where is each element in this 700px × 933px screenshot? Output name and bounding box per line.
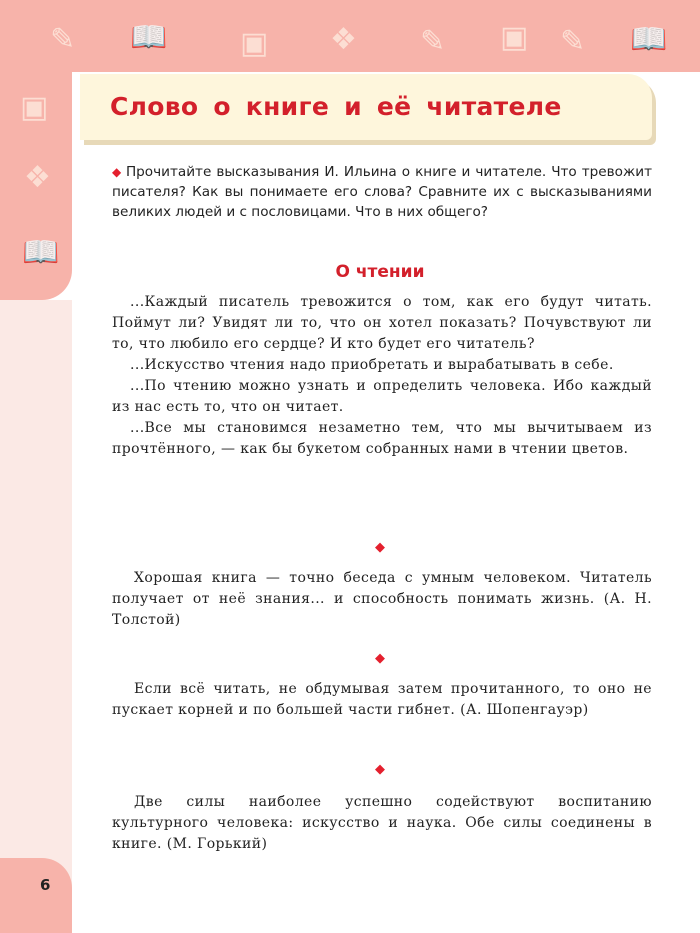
section-title: О чтении [335,262,425,282]
quote-schopenhauer [112,679,652,721]
letter-block-icon: ▣ [500,20,529,55]
letter-block-icon: ▣ [20,90,49,125]
book-icon: 📖 [130,20,168,55]
pen-icon: ✎ [50,22,76,57]
paragraph: ...По чтению можно узнать и определить человека. Ибо каждый из нас есть то, что он читает. [112,378,652,415]
separator-diamond-icon: ◆ [375,762,385,777]
quote-gorky [112,792,652,855]
separator-diamond-icon: ◆ [375,540,385,555]
separator-diamond-icon: ◆ [375,651,385,666]
bullet-diamond-icon: ◆ [112,165,122,179]
reading-section-text [112,292,652,460]
quote-tolstoy [112,568,652,631]
quote-text: Если всё читать, не обдумывая затем прочитанного, то оно не пускает корней и по большей части гибнет. (А. Шопенгауэр) [112,681,652,718]
pen-icon: ✎ [560,24,586,59]
task-instruction [112,162,652,222]
page-title: Слово о книге и её читателе [110,92,562,121]
quote-text: Две силы наиболее успешно содействуют воспитанию культурного человека: искусство и наука. Обе силы соединены в книге. (М. Горький) [112,794,652,852]
scroll-icon: ❖ [330,22,357,57]
book-icon: 📖 [22,235,60,270]
task-text: Прочитайте высказывания И. Ильина о книге и читателе. Что тревожит писателя? Как вы понимаете его слова? Сравните их с высказываниями великих людей и с пословицами. Что в них общего? [112,164,652,220]
book-icon: 📖 [630,22,668,57]
paragraph: ...Каждый писатель тревожится о том, как его будут читать. Поймут ли? Увидят ли то, что он хотел показать? Почувствуют ли то, что любило его сердце? И кто будет его читатель? [112,294,652,352]
frame-left-lower [0,300,72,933]
page-number: 6 [40,876,51,894]
quote-text: Хорошая книга — точно беседа с умным человеком. Читатель получает от неё знания... и способность понимать жизнь. (А. Н. Толстой) [112,570,652,628]
paragraph: ...Искусство чтения надо приобретать и вырабатывать в себе. [130,357,614,373]
frame-left-bottom [0,858,72,933]
letter-block-icon: ▣ [240,26,269,61]
scroll-icon: ❖ [24,160,51,195]
pen-icon: ✎ [420,24,446,59]
paragraph: ...Все мы становимся незаметно тем, что мы вычитываем из прочтённого, — как бы букетом собранных нами в чтении цветов. [112,420,652,457]
